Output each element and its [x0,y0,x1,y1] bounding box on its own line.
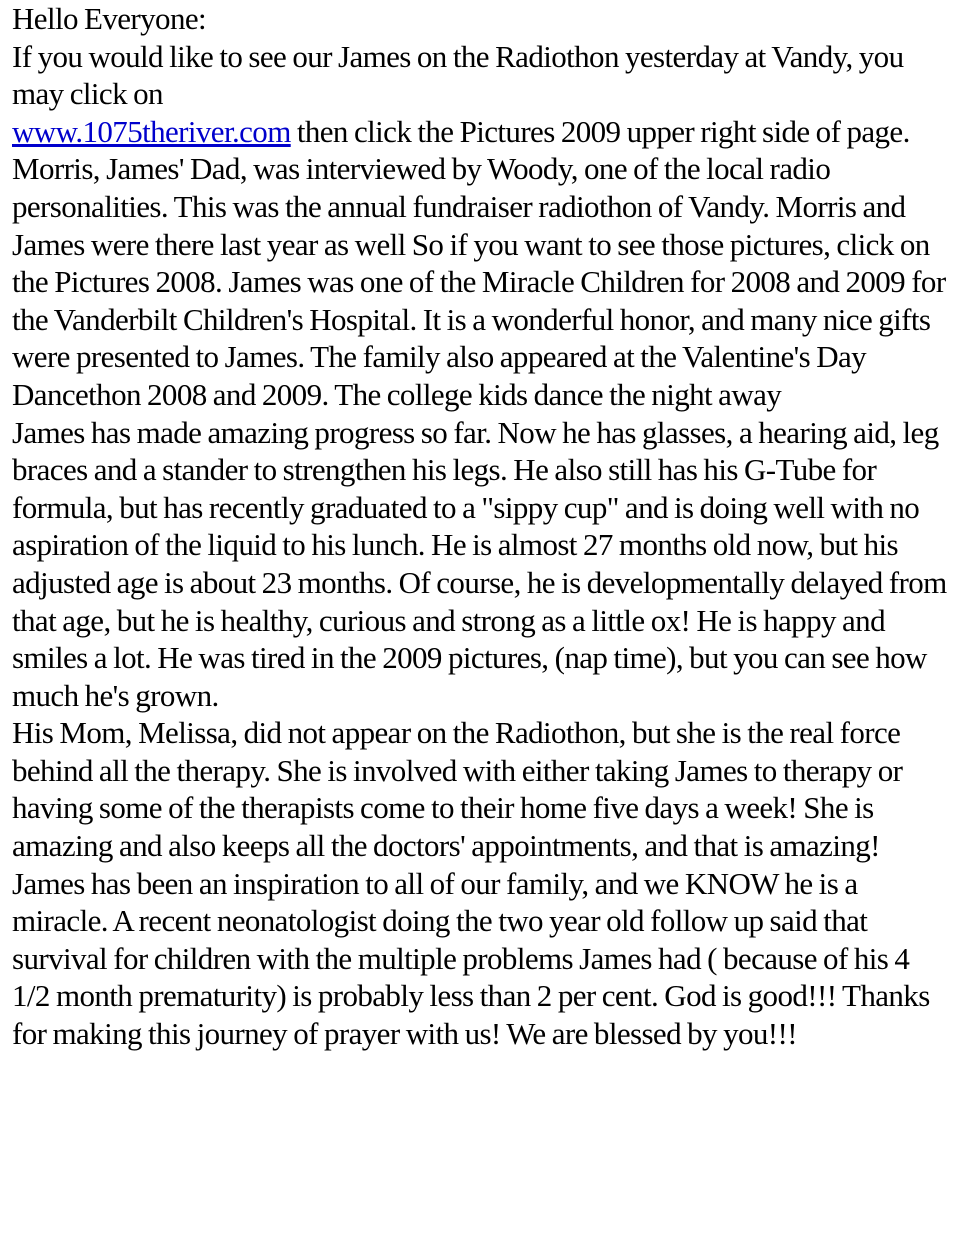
paragraph-radiothon [12,38,952,151]
paragraph-mom: His Mom, Melissa, did not appear on the Radiothon, but she is the real force behind all the therapy. She is involved with either taking James to therapy or having some of the therapists come to their home five days a week! She is amazing and also keeps all the doctors' appointments, and that is amazing! [12,715,903,864]
paragraph-interview: Morris, James' Dad, was interviewed by Woody, one of the local radio personalities. This was the annual fundraiser radiothon of Vandy. Morris and James were there last year as well So if you want to see those pictures, click on the Pictures 2008. James was one of the Miracle Children for 2008 and 2009 for the Vanderbilt Children's Hospital. It is a wonderful honor, and many nice gifts were presented to James. The family also appeared at the Valentine's Day Dancethon 2008 and 2009. The college kids dance the night away [12,151,946,412]
radio-station-link[interactable]: www.1075theriver.com [12,113,291,149]
paragraph-inspiration: James has been an inspiration to all of our family, and we KNOW he is a miracle. A recent neonatologist doing the two year old follow up said that survival for children with the multiple problems James had ( because of his 4 1/2 month prematurity) is probably less than 2 per cent. God is good!!! Thanks for making this journey of prayer with us! We are blessed by you!!! [12,865,930,1052]
paragraph-radiothon-tail: then click the Pictures 2009 upper right side of page. [290,113,910,149]
paragraph-progress: James has made amazing progress so far. Now he has glasses, a hearing aid, leg braces and a stander to strengthen his legs. He also still has his G-Tube for formula, but has recently graduated to a "sippy cup" and is doing well with no aspiration of the liquid to his lunch. He is almost 27 months old now, but his adjusted age is about 23 months. Of course, he is developmentally delayed from that age, but he is healthy, curious and strong as a little ox! He is happy and smiles a lot. He was tired in the 2009 pictures, (nap time), but you can see how much he's grown. [12,414,947,713]
email-body [12,0,952,1053]
greeting: Hello Everyone: [12,1,207,36]
paragraph-radiothon-text: If you would like to see our James on the Radiothon yesterday at Vandy, you may click on [12,38,904,112]
